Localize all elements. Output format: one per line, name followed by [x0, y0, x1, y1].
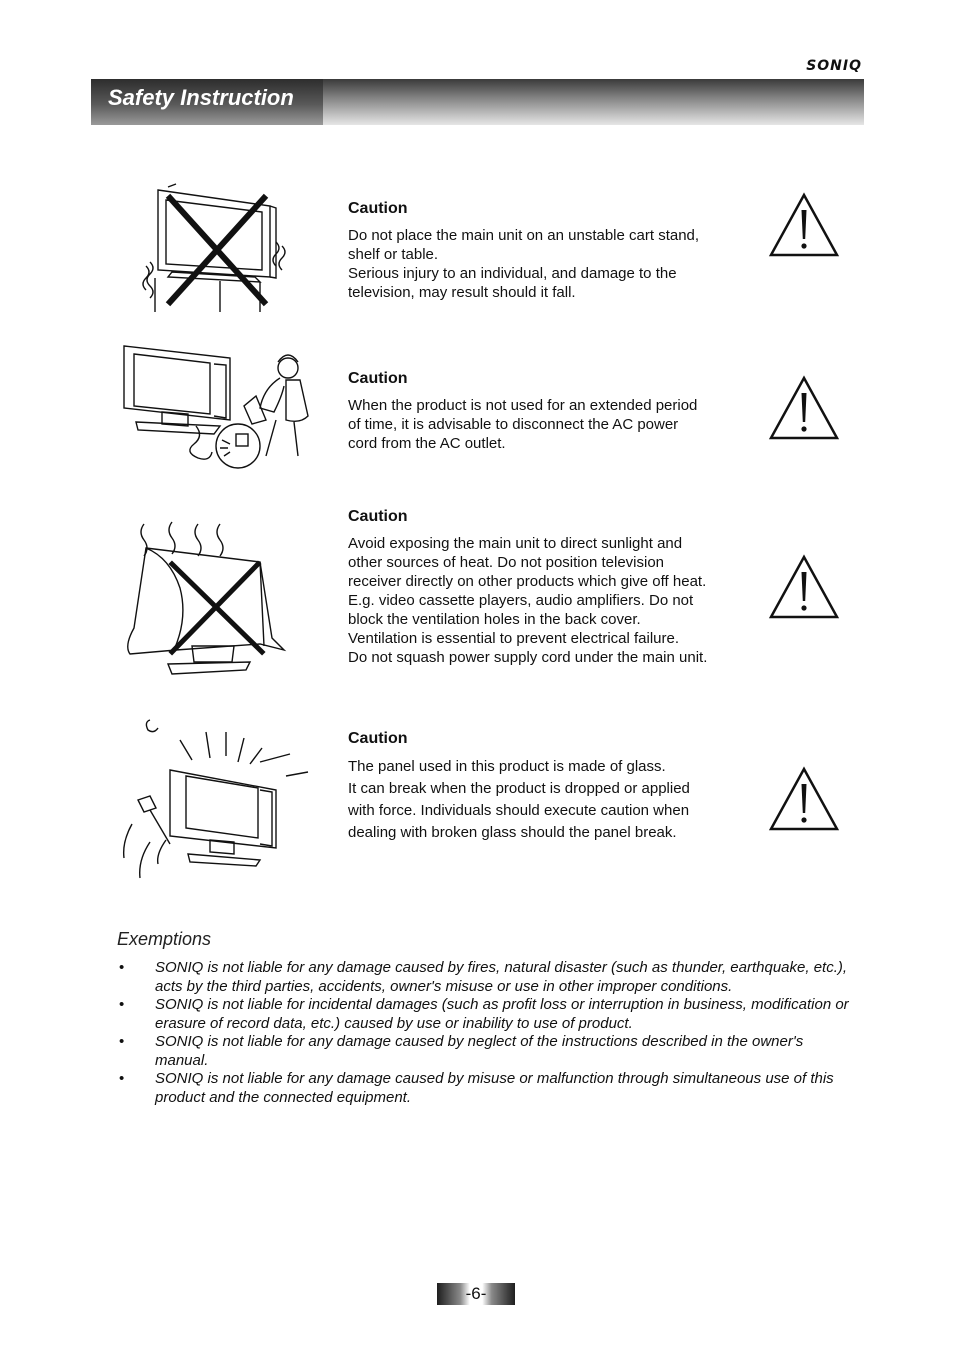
caution-text-1: [348, 200, 758, 302]
caution-line: Do not squash power supply cord under the main unit.: [348, 649, 708, 666]
caution-line: E.g. video cassette players, audio amplifiers. Do not: [348, 592, 694, 609]
caution-line: other sources of heat. Do not position television: [348, 554, 665, 571]
caution-title: Caution: [348, 200, 408, 217]
brand-logo: SONIQ: [806, 58, 862, 74]
exemption-text: SONIQ is not liable for any damage caused by fires, natural disaster (such as thunder, earthquake, etc.), acts by the third parties, accidents, owner's misuse or use in other improper conditions.: [155, 959, 848, 995]
exemption-item: [117, 959, 857, 996]
caution-line: shelf or table.: [348, 246, 439, 263]
caution-title: Caution: [348, 508, 408, 525]
page-number: -6-: [437, 1283, 515, 1305]
caution-title: Caution: [348, 730, 408, 747]
warning-triangle-icon: [768, 554, 840, 620]
caution-line: dealing with broken glass should the panel break.: [348, 824, 677, 841]
warning-triangle-icon: [768, 375, 840, 441]
exemptions-heading: Exemptions: [117, 929, 212, 949]
exemption-item: [117, 1033, 857, 1070]
caution-title: Caution: [348, 370, 408, 387]
caution-line: of time, it is advisable to disconnect the AC power: [348, 416, 679, 433]
exemption-text: SONIQ is not liable for any damage caused by neglect of the instructions described in the owner's manual.: [155, 1033, 804, 1069]
caution-line: Ventilation is essential to prevent electrical failure.: [348, 630, 680, 647]
caution-line: receiver directly on other products which give off heat.: [348, 573, 707, 590]
exemption-item: [117, 1070, 857, 1107]
bullet: •: [119, 1070, 125, 1087]
caution-line: Serious injury to an individual, and damage to the: [348, 265, 677, 282]
exemptions-list: [117, 959, 857, 1107]
unstable-stand-illustration: [110, 182, 320, 317]
exemption-text: SONIQ is not liable for any damage caused by misuse or malfunction through simultaneous use of this product and the connected equipment.: [155, 1070, 834, 1106]
unplug-power-illustration: [110, 342, 320, 472]
caution-text-4: [348, 730, 758, 844]
bullet: •: [119, 1033, 125, 1050]
bullet: •: [119, 959, 125, 976]
caution-line: television, may result should it fall.: [348, 284, 576, 301]
exemption-item: [117, 996, 857, 1033]
broken-glass-illustration: [110, 714, 320, 880]
caution-line: Avoid exposing the main unit to direct sunlight and: [348, 535, 683, 552]
caution-line: When the product is not used for an extended period: [348, 397, 698, 414]
warning-triangle-icon: [768, 192, 840, 258]
caution-line: It can break when the product is dropped or applied: [348, 780, 690, 797]
caution-line: cord from the AC outlet.: [348, 435, 506, 452]
bullet: •: [119, 996, 125, 1013]
caution-line: Do not place the main unit on an unstable cart stand,: [348, 227, 700, 244]
exemption-text: SONIQ is not liable for incidental damages (such as profit loss or interruption in business, modification or erasure of record data, etc.) caused by use or inability to use of product.: [155, 996, 849, 1032]
caution-text-2: [348, 370, 758, 453]
caution-line: The panel used in this product is made of glass.: [348, 758, 666, 775]
caution-line: with force. Individuals should execute caution when: [348, 802, 690, 819]
caution-line: block the ventilation holes in the back cover.: [348, 611, 641, 628]
page-title: Safety Instruction: [108, 85, 294, 110]
caution-text-3: [348, 508, 758, 667]
covered-tv-heat-illustration: [110, 518, 320, 684]
warning-triangle-icon: [768, 766, 840, 832]
